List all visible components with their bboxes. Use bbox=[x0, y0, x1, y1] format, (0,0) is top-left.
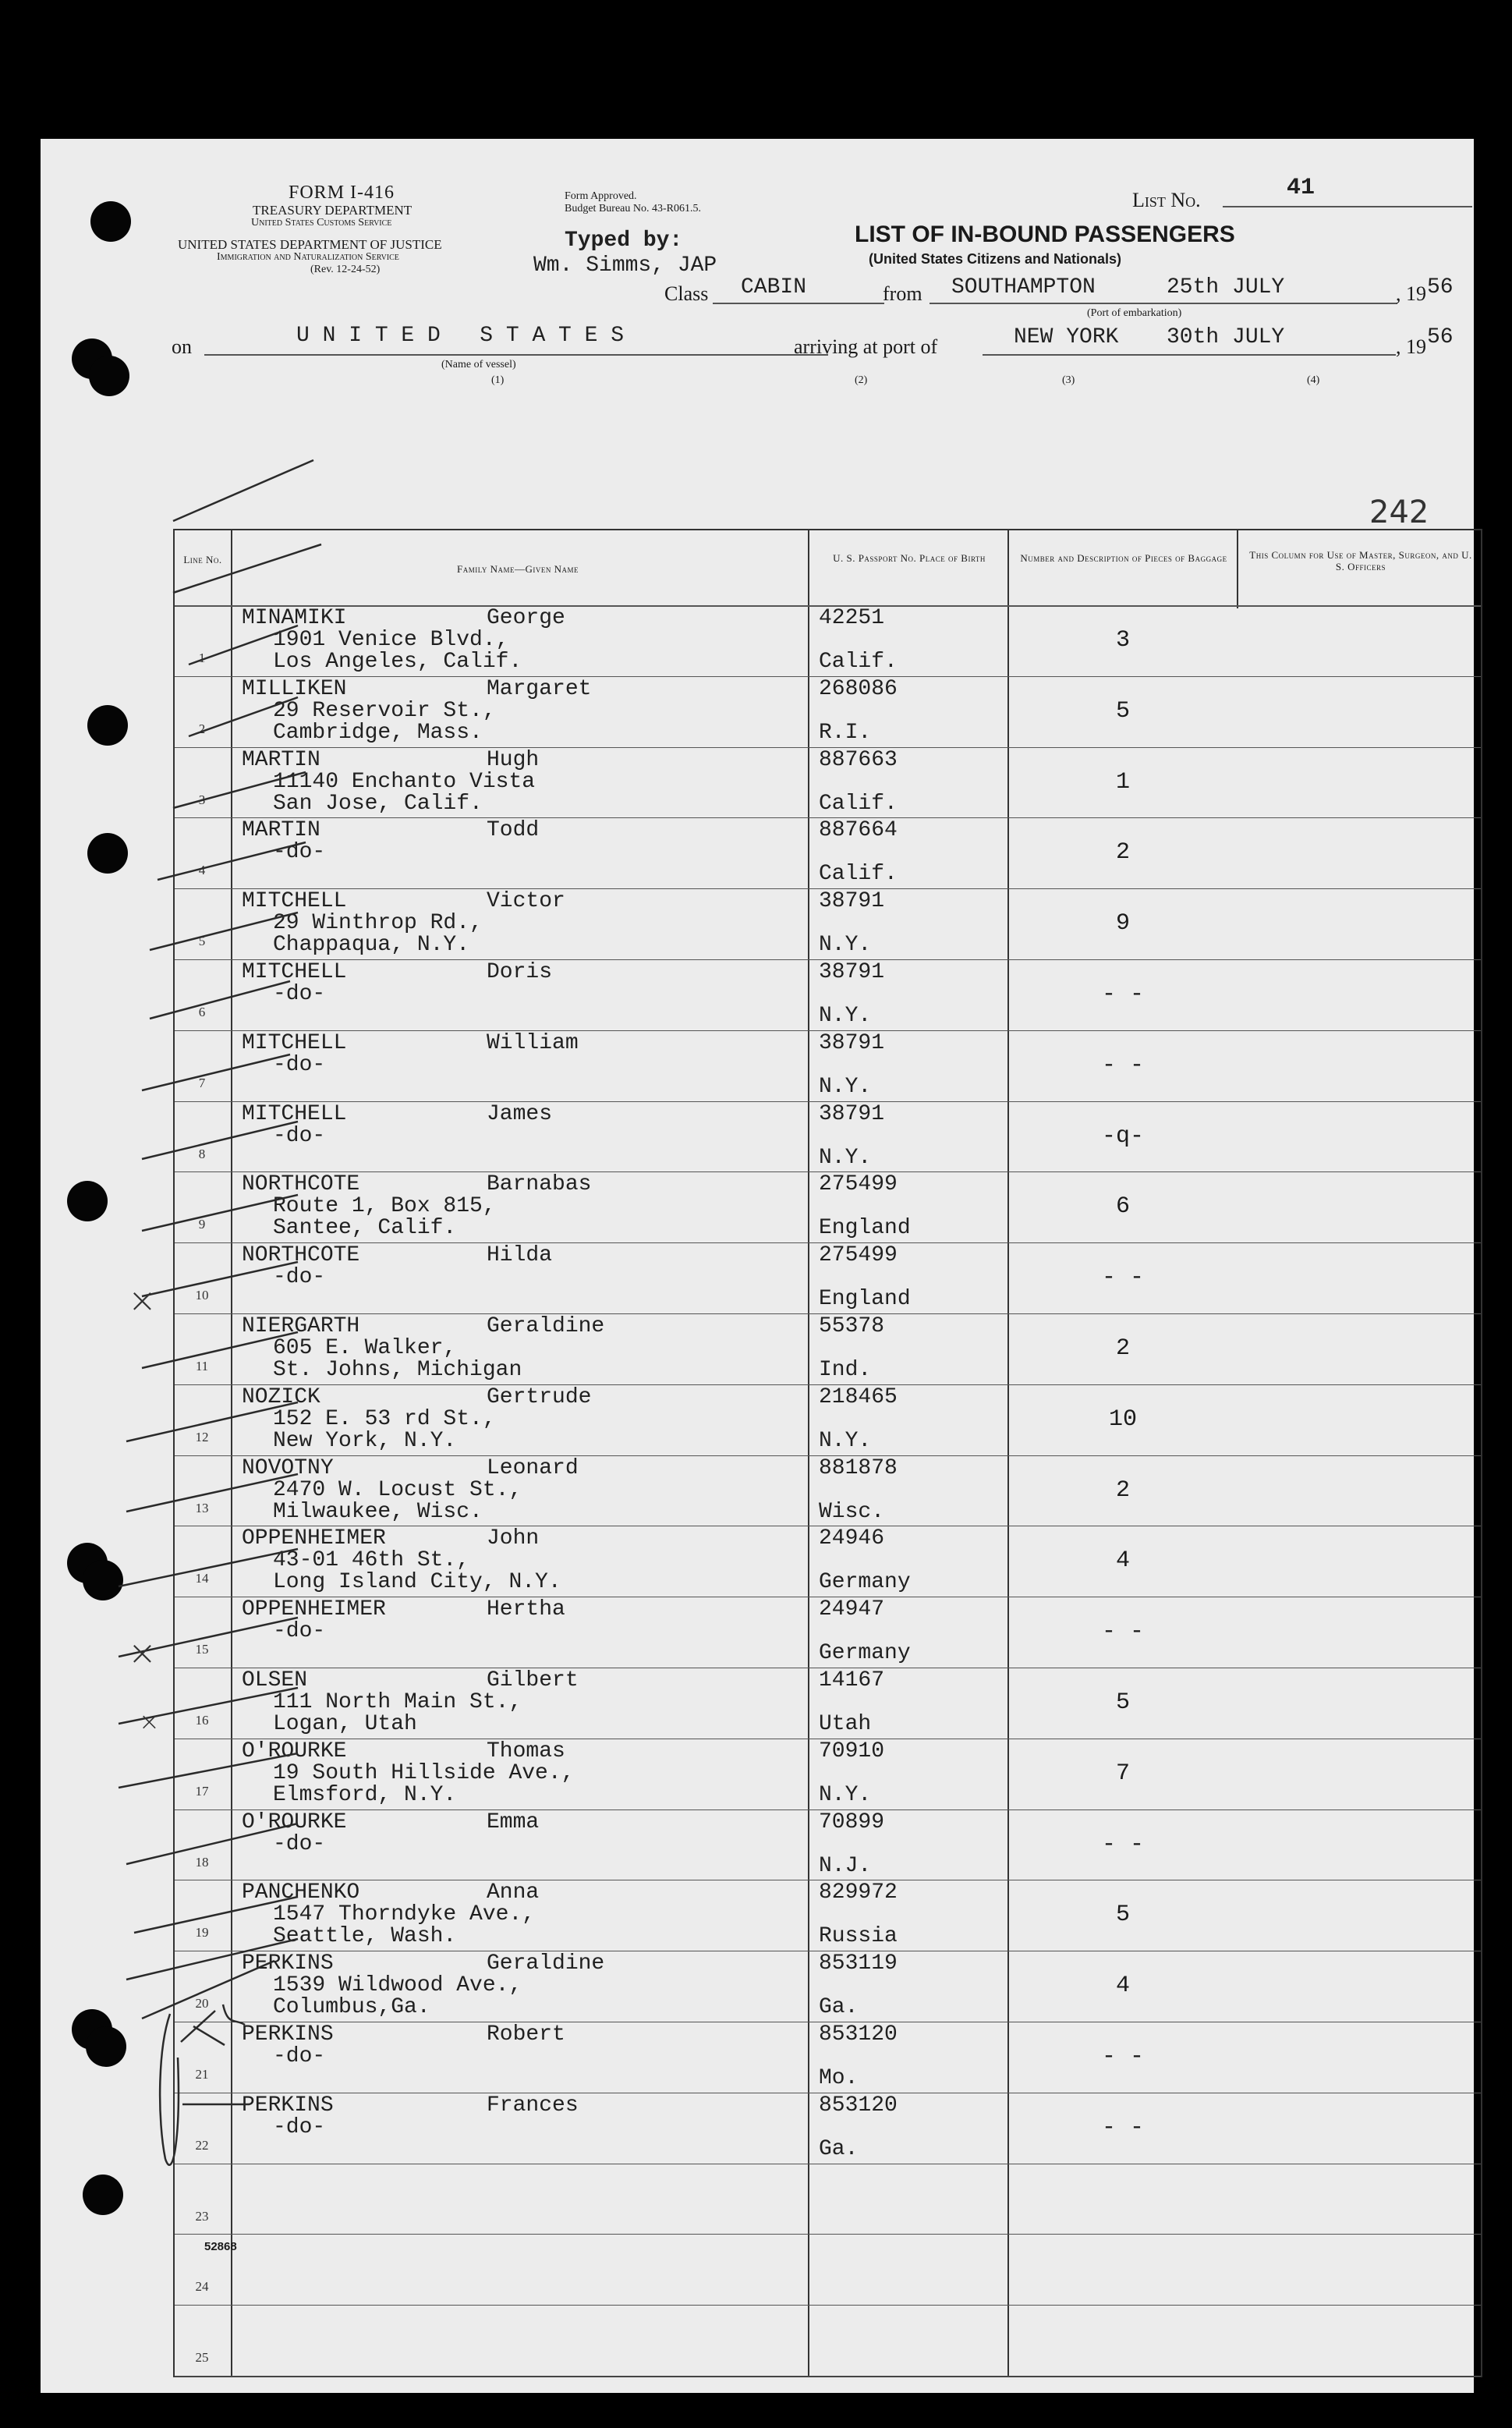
given-name: Barnabas bbox=[487, 1172, 592, 1197]
passport-number: 14167 bbox=[819, 1668, 885, 1693]
family-name: PERKINS bbox=[242, 2093, 334, 2118]
address-line-1: 2470 W. Locust St., bbox=[273, 1477, 522, 1502]
class-label: Class bbox=[664, 282, 709, 305]
address-line-2: Los Angeles, Calif. bbox=[273, 650, 522, 674]
place-of-birth: England bbox=[819, 1216, 911, 1241]
baggage-count: 7 bbox=[1115, 1760, 1130, 1787]
address-line-2: San Jose, Calif. bbox=[273, 791, 483, 816]
baggage-count: - - bbox=[1101, 1618, 1144, 1646]
given-name: Todd bbox=[487, 818, 540, 843]
passport-number: 42251 bbox=[819, 606, 885, 630]
line-number: 22 bbox=[195, 2137, 209, 2153]
from-port: SOUTHAMPTON bbox=[951, 275, 1096, 300]
form-title: LIST OF IN-BOUND PASSENGERS bbox=[855, 222, 1235, 247]
given-name: Hilda bbox=[487, 1243, 553, 1268]
given-name: Doris bbox=[487, 960, 553, 984]
line-number: 5 bbox=[198, 934, 206, 949]
passport-number: 268086 bbox=[819, 676, 898, 701]
given-name: Frances bbox=[487, 2093, 579, 2118]
place-of-birth: Calif. bbox=[819, 862, 898, 887]
address-line-1: 29 Reservoir St., bbox=[273, 698, 496, 723]
address-line-1: -do- bbox=[273, 1265, 326, 1290]
address-line-1: Route 1, Box 815, bbox=[273, 1194, 496, 1219]
line-number: 4 bbox=[198, 863, 206, 878]
family-name: MARTIN bbox=[242, 747, 320, 772]
on-label: on bbox=[172, 335, 192, 358]
given-name: Geraldine bbox=[487, 1314, 605, 1338]
baggage-count: 3 bbox=[1115, 627, 1130, 654]
arrive-year: 56 bbox=[1427, 325, 1454, 349]
address-line-2: Seattle, Wash. bbox=[273, 1924, 457, 1949]
address-line-1: -do- bbox=[273, 1123, 326, 1148]
column-number-2: (2) bbox=[855, 374, 868, 386]
family-name: MITCHELL bbox=[242, 1030, 347, 1055]
line-number: 23 bbox=[195, 2208, 209, 2224]
address-line-2: Milwaukee, Wisc. bbox=[273, 1499, 483, 1524]
place-of-birth: Germany bbox=[819, 1570, 911, 1595]
place-of-birth: N.J. bbox=[819, 1853, 872, 1878]
family-name: MITCHELL bbox=[242, 960, 347, 984]
column-header-line-no: Line No. bbox=[183, 554, 222, 565]
baggage-count: - - bbox=[1101, 1831, 1144, 1858]
place-of-birth: R.I. bbox=[819, 720, 872, 745]
address-line-1: 11140 Enchanto Vista bbox=[273, 769, 536, 794]
given-name: Thomas bbox=[487, 1739, 565, 1763]
baggage-count: - - bbox=[1101, 981, 1144, 1008]
baggage-count: 4 bbox=[1115, 1973, 1130, 2000]
place-of-birth: N.Y. bbox=[819, 1004, 872, 1028]
from-year: 56 bbox=[1427, 275, 1454, 300]
passport-number: 881878 bbox=[819, 1455, 898, 1480]
passport-number: 829972 bbox=[819, 1880, 898, 1905]
baggage-count: 5 bbox=[1115, 697, 1130, 725]
address-line-2: Long Island City, N.Y. bbox=[273, 1570, 561, 1595]
vessel-name: U N I T E D S T A T E S bbox=[296, 324, 625, 348]
baggage-count: - - bbox=[1101, 2114, 1144, 2141]
address-line-2: Cambridge, Mass. bbox=[273, 720, 483, 745]
passport-number: 70910 bbox=[819, 1739, 885, 1763]
address-line-2: St. Johns, Michigan bbox=[273, 1358, 522, 1382]
family-name: NORTHCOTE bbox=[242, 1243, 360, 1268]
ins-service: Immigration and Naturalization Service bbox=[217, 251, 399, 263]
family-name: O'ROURKE bbox=[242, 1739, 347, 1763]
column-header-officers: This Column for Use of Master, Surgeon, and U. S. Officers bbox=[1249, 549, 1472, 572]
line-number: 14 bbox=[195, 1571, 209, 1586]
column-header-name: Family Name—Given Name bbox=[457, 563, 579, 575]
line-number: 2 bbox=[198, 721, 206, 736]
line-number: 1 bbox=[198, 650, 206, 665]
form-number: FORM I-416 bbox=[289, 183, 395, 203]
baggage-count: 2 bbox=[1115, 1335, 1130, 1362]
revision-date: (Rev. 12-24-52) bbox=[310, 264, 381, 275]
address-line-2: Logan, Utah bbox=[273, 1712, 417, 1736]
place-of-birth: N.Y. bbox=[819, 933, 872, 958]
form-approved: Form Approved. bbox=[565, 190, 637, 202]
family-name: NIERGARTH bbox=[242, 1314, 360, 1338]
address-line-1: 43-01 46th St., bbox=[273, 1548, 470, 1573]
place-of-birth: Mo. bbox=[819, 2066, 859, 2090]
column-number-1: (1) bbox=[491, 374, 505, 386]
family-name: MITCHELL bbox=[242, 1101, 347, 1126]
list-no-value: 41 bbox=[1287, 175, 1315, 201]
place-of-birth: Russia bbox=[819, 1924, 898, 1949]
treasury-dept: TREASURY DEPARTMENT bbox=[253, 203, 413, 218]
baggage-count: 2 bbox=[1115, 839, 1130, 867]
officer-handwritten-number: 242 bbox=[1369, 494, 1429, 530]
given-name: James bbox=[487, 1101, 553, 1126]
passport-number: 38791 bbox=[819, 960, 885, 984]
line-number: 11 bbox=[195, 1359, 209, 1374]
form-page bbox=[41, 139, 1474, 2393]
line-number: 15 bbox=[195, 1642, 209, 1657]
place-of-birth: Calif. bbox=[819, 791, 898, 816]
address-line-1: 19 South Hillside Ave., bbox=[273, 1760, 575, 1785]
family-name: PERKINS bbox=[242, 2022, 334, 2047]
address-line-1: -do- bbox=[273, 1831, 326, 1856]
list-no-label: List No. bbox=[1132, 189, 1201, 211]
passport-number: 38791 bbox=[819, 1030, 885, 1055]
typed-by-label: Typed by: bbox=[565, 229, 683, 253]
address-line-1: -do- bbox=[273, 982, 326, 1006]
address-line-1: 1539 Wildwood Ave., bbox=[273, 1973, 522, 1998]
family-name: PANCHENKO bbox=[242, 1880, 360, 1905]
address-line-2: Elmsford, N.Y. bbox=[273, 1782, 457, 1807]
baggage-count: 5 bbox=[1115, 1902, 1130, 1929]
given-name: Hugh bbox=[487, 747, 540, 772]
justice-dept: UNITED STATES DEPARTMENT OF JUSTICE bbox=[178, 237, 442, 252]
column-header-passport: U. S. Passport No. Place of Birth bbox=[833, 552, 986, 564]
baggage-count: 4 bbox=[1115, 1547, 1130, 1575]
passport-number: 275499 bbox=[819, 1243, 898, 1268]
form-subtitle: (United States Citizens and Nationals) bbox=[869, 251, 1122, 267]
passport-number: 38791 bbox=[819, 1101, 885, 1126]
address-line-1: 1547 Thorndyke Ave., bbox=[273, 1902, 536, 1927]
given-name: Anna bbox=[487, 1880, 540, 1905]
place-of-birth: Calif. bbox=[819, 650, 898, 674]
column-number-4: (4) bbox=[1307, 374, 1320, 386]
address-line-1: -do- bbox=[273, 1619, 326, 1644]
line-number: 6 bbox=[198, 1005, 206, 1019]
budget-bureau: Budget Bureau No. 43-R061.5. bbox=[565, 203, 701, 214]
address-line-1: -do- bbox=[273, 840, 326, 865]
given-name: Emma bbox=[487, 1809, 540, 1834]
baggage-count: 6 bbox=[1115, 1193, 1130, 1221]
family-name: MARTIN bbox=[242, 818, 320, 843]
address-line-1: -do- bbox=[273, 2114, 326, 2139]
family-name: OLSEN bbox=[242, 1668, 308, 1693]
passport-number: 218465 bbox=[819, 1384, 898, 1409]
passport-number: 853120 bbox=[819, 2022, 898, 2047]
place-of-birth: N.Y. bbox=[819, 1074, 872, 1099]
line-number: 7 bbox=[198, 1075, 206, 1090]
vessel-note: (Name of vessel) bbox=[441, 359, 516, 370]
place-of-birth: Wisc. bbox=[819, 1499, 885, 1524]
from-label: from bbox=[883, 282, 922, 305]
line-number: 10 bbox=[195, 1288, 209, 1303]
family-name: PERKINS bbox=[242, 1951, 334, 1976]
given-name: George bbox=[487, 606, 565, 630]
passport-number: 24946 bbox=[819, 1526, 885, 1551]
line-number: 13 bbox=[195, 1500, 209, 1515]
column-number-3: (3) bbox=[1062, 374, 1075, 386]
passport-number: 275499 bbox=[819, 1172, 898, 1197]
port-embarkation-note: (Port of embarkation) bbox=[1087, 307, 1182, 319]
arrive-port: NEW YORK bbox=[1014, 325, 1119, 349]
line-number: 3 bbox=[198, 792, 206, 807]
family-name: O'ROURKE bbox=[242, 1809, 347, 1834]
family-name: MITCHELL bbox=[242, 889, 347, 914]
place-of-birth: Ga. bbox=[819, 2136, 859, 2161]
given-name: Victor bbox=[487, 889, 565, 914]
baggage-count: 5 bbox=[1115, 1689, 1130, 1716]
address-line-2: Columbus,Ga. bbox=[273, 1995, 430, 2020]
passport-number: 70899 bbox=[819, 1809, 885, 1834]
pencil-x-mark: × bbox=[128, 1633, 157, 1673]
family-name: OPPENHEIMER bbox=[242, 1526, 386, 1551]
arrive-date: 30th JULY bbox=[1167, 325, 1285, 349]
line-number: 21 bbox=[195, 2067, 209, 2082]
address-line-2: Santee, Calif. bbox=[273, 1216, 457, 1241]
footer-code: 52868 bbox=[204, 2240, 237, 2253]
class-value: CABIN bbox=[741, 275, 807, 300]
place-of-birth: Germany bbox=[819, 1641, 911, 1666]
baggage-count: 2 bbox=[1115, 1476, 1130, 1504]
given-name: Gertrude bbox=[487, 1384, 592, 1409]
address-line-1: 152 E. 53 rd St., bbox=[273, 1406, 496, 1431]
given-name: Hertha bbox=[487, 1597, 565, 1622]
address-line-1: 1901 Venice Blvd., bbox=[273, 628, 509, 652]
place-of-birth: N.Y. bbox=[819, 1145, 872, 1170]
line-number: 25 bbox=[195, 2350, 209, 2366]
line-number: 8 bbox=[198, 1146, 206, 1161]
passport-number: 853120 bbox=[819, 2093, 898, 2118]
line-number: 9 bbox=[198, 1217, 206, 1232]
place-of-birth: Ind. bbox=[819, 1358, 872, 1382]
given-name: William bbox=[487, 1030, 579, 1055]
place-of-birth: N.Y. bbox=[819, 1782, 872, 1807]
pencil-x-mark: × bbox=[128, 1281, 157, 1320]
line-number: 12 bbox=[195, 1429, 209, 1444]
from-year-prefix: , 19 bbox=[1396, 282, 1426, 305]
passport-number: 853119 bbox=[819, 1951, 898, 1976]
given-name: Margaret bbox=[487, 676, 592, 701]
arrive-year-prefix: , 19 bbox=[1396, 335, 1426, 358]
column-header-baggage: Number and Description of Pieces of Baggage bbox=[1020, 552, 1227, 564]
passport-number: 887663 bbox=[819, 747, 898, 772]
address-line-2: New York, N.Y. bbox=[273, 1428, 457, 1453]
line-number: 20 bbox=[195, 1996, 209, 2012]
baggage-count: - - bbox=[1101, 1264, 1144, 1292]
typed-by-value: Wm. Simms, JAP bbox=[533, 253, 717, 278]
baggage-count: 10 bbox=[1108, 1405, 1137, 1433]
address-line-1: 111 North Main St., bbox=[273, 1690, 522, 1714]
family-name: NOZICK bbox=[242, 1384, 320, 1409]
line-number: 24 bbox=[195, 2279, 209, 2295]
given-name: Robert bbox=[487, 2022, 565, 2047]
line-number: 18 bbox=[195, 1854, 209, 1870]
customs-service: United States Customs Service bbox=[251, 217, 392, 229]
given-name: Geraldine bbox=[487, 1951, 605, 1976]
arriving-label: arriving at port of bbox=[794, 335, 938, 358]
baggage-count: - - bbox=[1101, 1051, 1144, 1079]
place-of-birth: N.Y. bbox=[819, 1428, 872, 1453]
address-line-1: -do- bbox=[273, 1052, 326, 1077]
line-number: 17 bbox=[195, 1783, 209, 1799]
place-of-birth: England bbox=[819, 1287, 911, 1312]
pencil-checkmarks bbox=[41, 139, 1474, 2393]
passport-number: 887664 bbox=[819, 818, 898, 843]
address-line-1: 605 E. Walker, bbox=[273, 1336, 457, 1360]
family-name: NORTHCOTE bbox=[242, 1172, 360, 1197]
family-name: MINAMIKI bbox=[242, 606, 347, 630]
given-name: John bbox=[487, 1526, 540, 1551]
baggage-count: 9 bbox=[1115, 910, 1130, 938]
baggage-count: - - bbox=[1101, 2043, 1144, 2070]
address-line-2: Chappaqua, N.Y. bbox=[273, 933, 470, 958]
pencil-x-mark: × bbox=[139, 1707, 160, 1736]
place-of-birth: Utah bbox=[819, 1712, 872, 1736]
line-number: 16 bbox=[195, 1713, 209, 1728]
line-number: 19 bbox=[195, 1925, 209, 1941]
family-name: OPPENHEIMER bbox=[242, 1597, 386, 1622]
place-of-birth: Ga. bbox=[819, 1995, 859, 2020]
passport-number: 55378 bbox=[819, 1314, 885, 1338]
family-name: MILLIKEN bbox=[242, 676, 347, 701]
passport-number: 24947 bbox=[819, 1597, 885, 1622]
address-line-1: -do- bbox=[273, 2044, 326, 2068]
baggage-count: -q- bbox=[1101, 1122, 1144, 1150]
family-name: NOVOTNY bbox=[242, 1455, 334, 1480]
baggage-count: 1 bbox=[1115, 768, 1130, 796]
passport-number: 38791 bbox=[819, 889, 885, 914]
address-line-1: 29 Winthrop Rd., bbox=[273, 911, 483, 936]
given-name: Gilbert bbox=[487, 1668, 579, 1693]
given-name: Leonard bbox=[487, 1455, 579, 1480]
from-date: 25th JULY bbox=[1167, 275, 1285, 300]
